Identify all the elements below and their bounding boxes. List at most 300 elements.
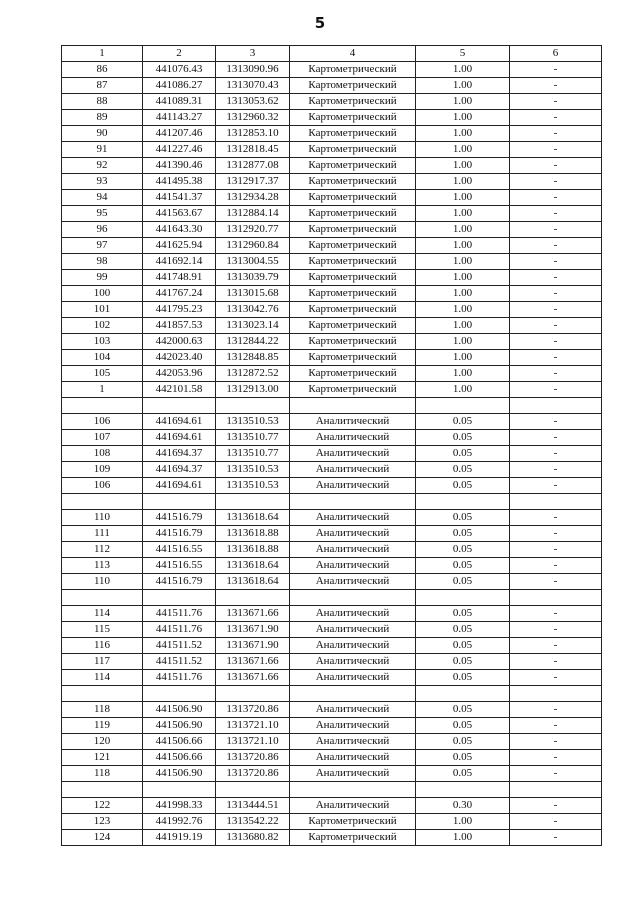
table-cell: 0.05 [416, 734, 510, 750]
table-row [62, 158, 602, 174]
table-cell: - [510, 270, 602, 286]
table-row [62, 206, 602, 222]
table-cell: Аналитический [290, 638, 416, 654]
table-row [62, 638, 602, 654]
table-cell: Аналитический [290, 766, 416, 782]
table-cell: - [510, 238, 602, 254]
table-cell: 1.00 [416, 334, 510, 350]
table-row [62, 382, 602, 398]
table-row [62, 286, 602, 302]
table-cell: - [510, 702, 602, 718]
table-cell: 1312917.37 [216, 174, 290, 190]
table-body [62, 62, 602, 846]
table-row [62, 702, 602, 718]
table-cell: - [510, 190, 602, 206]
table-cell: 92 [62, 158, 143, 174]
table-cell [143, 590, 216, 606]
table-row [62, 414, 602, 430]
table-cell: 441694.61 [143, 430, 216, 446]
table-cell: 111 [62, 526, 143, 542]
table-cell: 1313618.88 [216, 542, 290, 558]
table-cell: 108 [62, 446, 143, 462]
table-cell: 1.00 [416, 286, 510, 302]
table-cell: Картометрический [290, 174, 416, 190]
table-cell: 441694.61 [143, 478, 216, 494]
table-cell: - [510, 750, 602, 766]
table-cell: - [510, 558, 602, 574]
table-cell: Аналитический [290, 542, 416, 558]
table-cell: 0.05 [416, 718, 510, 734]
table-cell: - [510, 158, 602, 174]
table-cell: 1313510.53 [216, 462, 290, 478]
table-row [62, 254, 602, 270]
table-cell [416, 398, 510, 414]
table-row [62, 510, 602, 526]
table-cell: 0.05 [416, 654, 510, 670]
table-cell: 441563.67 [143, 206, 216, 222]
table-cell: Картометрический [290, 62, 416, 78]
table-cell: 1313720.86 [216, 766, 290, 782]
table-cell: - [510, 302, 602, 318]
table-cell: Аналитический [290, 750, 416, 766]
table-cell [143, 398, 216, 414]
table-cell: 1.00 [416, 238, 510, 254]
table-cell: Картометрический [290, 350, 416, 366]
table-cell: - [510, 142, 602, 158]
table-cell: 97 [62, 238, 143, 254]
table-cell: 0.05 [416, 702, 510, 718]
table-row [62, 318, 602, 334]
table-cell: 1313671.90 [216, 638, 290, 654]
table-cell: - [510, 78, 602, 94]
table-cell: 101 [62, 302, 143, 318]
table-cell: 441992.76 [143, 814, 216, 830]
table-cell [290, 494, 416, 510]
table-cell: 112 [62, 542, 143, 558]
table-cell: Аналитический [290, 510, 416, 526]
table-row [62, 62, 602, 78]
table-cell: Аналитический [290, 526, 416, 542]
table-row [62, 814, 602, 830]
table-row [62, 718, 602, 734]
table-row [62, 830, 602, 846]
table-cell: 110 [62, 574, 143, 590]
table-cell: 1312872.52 [216, 366, 290, 382]
table-cell: 0.05 [416, 622, 510, 638]
table-cell: 1313042.76 [216, 302, 290, 318]
table-cell: 441506.66 [143, 750, 216, 766]
table-cell [216, 590, 290, 606]
table-cell: 1313671.66 [216, 670, 290, 686]
table-cell: 0.30 [416, 798, 510, 814]
table-row [62, 446, 602, 462]
table-cell: 442053.96 [143, 366, 216, 382]
table-cell: 441748.91 [143, 270, 216, 286]
table-cell: 96 [62, 222, 143, 238]
table-cell: 441390.46 [143, 158, 216, 174]
table-cell: 0.05 [416, 606, 510, 622]
table-row [62, 494, 602, 510]
table-cell [62, 782, 143, 798]
table-row [62, 174, 602, 190]
table-row [62, 366, 602, 382]
table-cell: 441643.30 [143, 222, 216, 238]
table-cell: 1.00 [416, 814, 510, 830]
table-cell: 441143.27 [143, 110, 216, 126]
table-cell: 86 [62, 62, 143, 78]
table-cell: 441998.33 [143, 798, 216, 814]
table-cell: Картометрический [290, 222, 416, 238]
table-cell: - [510, 110, 602, 126]
table-cell: 1.00 [416, 190, 510, 206]
table-cell: 124 [62, 830, 143, 846]
table-cell: 0.05 [416, 670, 510, 686]
table-cell: 1.00 [416, 318, 510, 334]
table-cell [510, 398, 602, 414]
table-cell [510, 590, 602, 606]
column-header: 2 [143, 46, 216, 62]
table-cell: 441516.79 [143, 510, 216, 526]
table-cell: 441516.79 [143, 526, 216, 542]
table-cell [416, 686, 510, 702]
table-row [62, 462, 602, 478]
table-row [62, 190, 602, 206]
table-cell: Аналитический [290, 734, 416, 750]
table-cell: 441692.14 [143, 254, 216, 270]
table-cell: 441541.37 [143, 190, 216, 206]
table-cell: - [510, 318, 602, 334]
table-cell: - [510, 126, 602, 142]
table-cell: 123 [62, 814, 143, 830]
table-cell: 1.00 [416, 302, 510, 318]
table-cell [216, 494, 290, 510]
table-cell: - [510, 510, 602, 526]
table-row [62, 430, 602, 446]
table-cell: - [510, 350, 602, 366]
table-cell: Картометрический [290, 334, 416, 350]
table-cell: 441227.46 [143, 142, 216, 158]
table-cell: 441516.79 [143, 574, 216, 590]
table-row [62, 126, 602, 142]
table-cell: 0.05 [416, 526, 510, 542]
table-cell: 95 [62, 206, 143, 222]
table-cell: 441076.43 [143, 62, 216, 78]
table-cell: 121 [62, 750, 143, 766]
table-cell: 441511.52 [143, 654, 216, 670]
table-row [62, 686, 602, 702]
table-cell: Картометрический [290, 830, 416, 846]
table-cell [510, 686, 602, 702]
table-cell [143, 686, 216, 702]
table-cell: - [510, 286, 602, 302]
coordinates-table [61, 45, 602, 846]
table-cell [510, 782, 602, 798]
table-cell: Аналитический [290, 574, 416, 590]
table-cell: Аналитический [290, 702, 416, 718]
table-cell: 1312960.84 [216, 238, 290, 254]
table-cell: 1.00 [416, 62, 510, 78]
table-cell: - [510, 654, 602, 670]
table-cell: 118 [62, 766, 143, 782]
table-cell: 1313510.77 [216, 430, 290, 446]
table-row [62, 222, 602, 238]
table-cell: - [510, 62, 602, 78]
table-cell: 1312848.85 [216, 350, 290, 366]
page-number: 5 [314, 14, 326, 32]
table-cell: - [510, 174, 602, 190]
table-cell: 115 [62, 622, 143, 638]
table-cell: 87 [62, 78, 143, 94]
table-cell: 1313720.86 [216, 702, 290, 718]
table-cell: 1313070.43 [216, 78, 290, 94]
table-cell: 109 [62, 462, 143, 478]
table-cell: 1.00 [416, 254, 510, 270]
table-cell: 102 [62, 318, 143, 334]
table-cell: 441511.76 [143, 622, 216, 638]
table-cell [416, 782, 510, 798]
table-cell: 441795.23 [143, 302, 216, 318]
table-cell: Аналитический [290, 478, 416, 494]
table-row [62, 78, 602, 94]
table-cell: - [510, 334, 602, 350]
table-cell: 441516.55 [143, 542, 216, 558]
table-cell: 441694.37 [143, 462, 216, 478]
table-cell: 1313015.68 [216, 286, 290, 302]
table-cell: - [510, 94, 602, 110]
table-cell: Аналитический [290, 430, 416, 446]
table-cell: 1313510.53 [216, 478, 290, 494]
table-cell: Картометрический [290, 382, 416, 398]
table-cell: Аналитический [290, 654, 416, 670]
table-row [62, 334, 602, 350]
table-cell: 1.00 [416, 350, 510, 366]
table-cell: 441511.76 [143, 606, 216, 622]
table-cell: 1312913.00 [216, 382, 290, 398]
table-cell: 1313671.66 [216, 654, 290, 670]
table-row [62, 750, 602, 766]
table-cell: 0.05 [416, 750, 510, 766]
table-cell: - [510, 430, 602, 446]
table-cell: 441495.38 [143, 174, 216, 190]
table-cell: 120 [62, 734, 143, 750]
table-cell: 1313721.10 [216, 734, 290, 750]
table-cell: 441506.90 [143, 766, 216, 782]
table-cell: 442000.63 [143, 334, 216, 350]
table-cell: Картометрический [290, 110, 416, 126]
table-cell: Аналитический [290, 718, 416, 734]
table-cell [62, 590, 143, 606]
table-cell: 1312934.28 [216, 190, 290, 206]
table-cell: Картометрический [290, 238, 416, 254]
table-row [62, 734, 602, 750]
table-cell [216, 398, 290, 414]
table-cell: 441511.52 [143, 638, 216, 654]
table-cell: - [510, 542, 602, 558]
table-cell: Аналитический [290, 414, 416, 430]
table-cell: 0.05 [416, 446, 510, 462]
table-cell: 1312853.10 [216, 126, 290, 142]
table-cell: 1.00 [416, 270, 510, 286]
table-cell: - [510, 814, 602, 830]
table-cell [290, 590, 416, 606]
table-cell: - [510, 798, 602, 814]
table-cell: Картометрический [290, 270, 416, 286]
table-cell: 441625.94 [143, 238, 216, 254]
table-cell: 110 [62, 510, 143, 526]
table-row [62, 654, 602, 670]
table-cell: 441089.31 [143, 94, 216, 110]
table-cell: 441694.61 [143, 414, 216, 430]
table-cell: 441767.24 [143, 286, 216, 302]
table-row [62, 574, 602, 590]
table-cell: 1312818.45 [216, 142, 290, 158]
table-cell: 1313671.90 [216, 622, 290, 638]
table-cell: Картометрический [290, 94, 416, 110]
table-cell: 117 [62, 654, 143, 670]
table-cell: 90 [62, 126, 143, 142]
table-cell: 1 [62, 382, 143, 398]
table-row [62, 622, 602, 638]
table-cell: 1313618.64 [216, 574, 290, 590]
table-cell: 1312920.77 [216, 222, 290, 238]
table-cell: - [510, 734, 602, 750]
table-cell: 0.05 [416, 574, 510, 590]
table-cell: 1312960.32 [216, 110, 290, 126]
table-cell: - [510, 606, 602, 622]
table-cell: 1313618.88 [216, 526, 290, 542]
table-row [62, 398, 602, 414]
table-cell: Картометрический [290, 78, 416, 94]
table-cell: Картометрический [290, 302, 416, 318]
table-cell: 441086.27 [143, 78, 216, 94]
table-cell: 116 [62, 638, 143, 654]
table-row [62, 110, 602, 126]
table-cell: 119 [62, 718, 143, 734]
table-cell [143, 494, 216, 510]
table-cell: 98 [62, 254, 143, 270]
table-cell: 0.05 [416, 430, 510, 446]
table-cell: 441516.55 [143, 558, 216, 574]
table-cell: 441506.90 [143, 718, 216, 734]
table-cell [510, 494, 602, 510]
table-cell: 1313039.79 [216, 270, 290, 286]
table-cell: 1.00 [416, 222, 510, 238]
table-cell: 122 [62, 798, 143, 814]
table-cell: 99 [62, 270, 143, 286]
table-cell: 1.00 [416, 78, 510, 94]
table-cell: Картометрический [290, 814, 416, 830]
table-cell: 1313004.55 [216, 254, 290, 270]
table-cell: Аналитический [290, 462, 416, 478]
table-cell: - [510, 526, 602, 542]
table-cell: Картометрический [290, 254, 416, 270]
table-cell: 0.05 [416, 510, 510, 526]
table-cell: 1.00 [416, 158, 510, 174]
table-cell: 89 [62, 110, 143, 126]
table-row [62, 782, 602, 798]
table-cell: 114 [62, 670, 143, 686]
table-cell: Аналитический [290, 622, 416, 638]
table-row [62, 526, 602, 542]
table-cell [143, 782, 216, 798]
table-cell: 93 [62, 174, 143, 190]
table-cell: 1313510.77 [216, 446, 290, 462]
table-cell: 442023.40 [143, 350, 216, 366]
column-header: 1 [62, 46, 143, 62]
table-cell: Аналитический [290, 670, 416, 686]
table-cell: 105 [62, 366, 143, 382]
table-cell [216, 782, 290, 798]
table-cell: 1313720.86 [216, 750, 290, 766]
table-cell: 0.05 [416, 478, 510, 494]
table-cell: 1313680.82 [216, 830, 290, 846]
table-cell: Картометрический [290, 206, 416, 222]
table-cell: Аналитический [290, 798, 416, 814]
table-cell: 94 [62, 190, 143, 206]
table-cell: 118 [62, 702, 143, 718]
table-cell: 100 [62, 286, 143, 302]
table-row [62, 302, 602, 318]
table-cell: 1.00 [416, 94, 510, 110]
table-cell: Картометрический [290, 366, 416, 382]
table-row [62, 238, 602, 254]
table-cell: Картометрический [290, 190, 416, 206]
table-cell [290, 782, 416, 798]
table-cell: - [510, 222, 602, 238]
table-cell: 441511.76 [143, 670, 216, 686]
table-cell: 1313510.53 [216, 414, 290, 430]
table-row [62, 478, 602, 494]
table-cell: - [510, 414, 602, 430]
table-cell: 107 [62, 430, 143, 446]
table-row [62, 606, 602, 622]
table-cell: 114 [62, 606, 143, 622]
table-cell: - [510, 446, 602, 462]
table-cell: 0.05 [416, 462, 510, 478]
table-row [62, 94, 602, 110]
table-cell: Картометрический [290, 318, 416, 334]
table-cell [216, 686, 290, 702]
table-cell: 441506.66 [143, 734, 216, 750]
table-cell: - [510, 670, 602, 686]
table-cell: - [510, 254, 602, 270]
table-cell: Картометрический [290, 126, 416, 142]
table-row [62, 670, 602, 686]
table-cell: 1.00 [416, 366, 510, 382]
table-row [62, 798, 602, 814]
table-cell: 1313542.22 [216, 814, 290, 830]
table-cell: - [510, 638, 602, 654]
table-cell: - [510, 830, 602, 846]
table-cell: - [510, 382, 602, 398]
table-cell: 103 [62, 334, 143, 350]
table-cell: 441857.53 [143, 318, 216, 334]
table-cell: Картометрический [290, 286, 416, 302]
table-cell: Аналитический [290, 558, 416, 574]
table-cell: 113 [62, 558, 143, 574]
table-cell: 0.05 [416, 414, 510, 430]
table-cell: 104 [62, 350, 143, 366]
table-cell: - [510, 766, 602, 782]
table-cell: - [510, 462, 602, 478]
table-cell: 442101.58 [143, 382, 216, 398]
table-row [62, 766, 602, 782]
column-header: 5 [416, 46, 510, 62]
table-cell: 1.00 [416, 174, 510, 190]
column-header: 3 [216, 46, 290, 62]
table-cell: - [510, 718, 602, 734]
table-cell [62, 686, 143, 702]
